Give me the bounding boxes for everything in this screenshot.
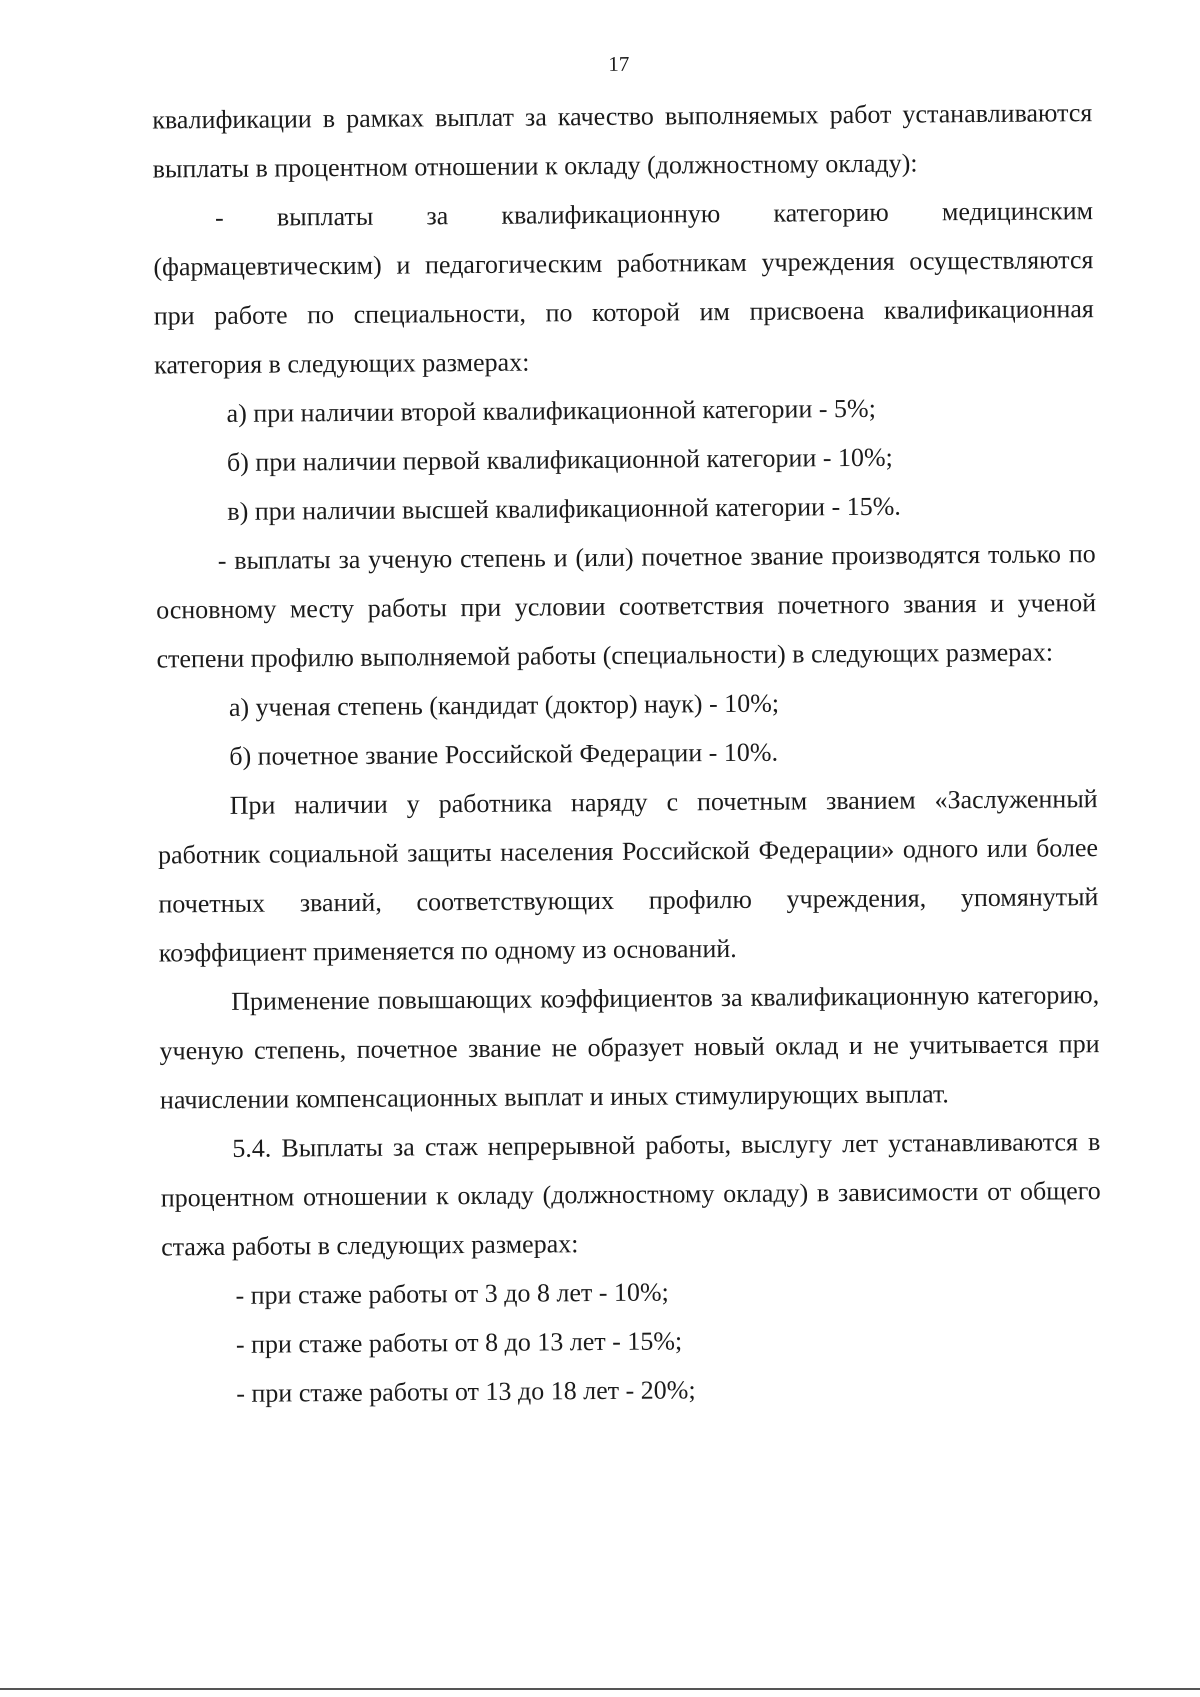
paragraph-qualification-intro: квалификации в рамках выплат за качество выполняемых работ устанавливаются выплаты в процентном отношении к окладу (должностному окладу): bbox=[152, 98, 1093, 184]
list-item-experience-13-18: - при стаже работы от 13 до 18 лет - 20%; bbox=[236, 1375, 696, 1408]
paragraph-coefficients: Применение повышающих коэффициентов за квалификационную категорию, ученую степень, почетное звание не образует новый оклад и не учитывается при начислении компенсационных выплат и иных стимулирующих выплат. bbox=[159, 980, 1100, 1115]
bottom-scan-edge bbox=[0, 1688, 1200, 1690]
list-item-academic-degree: а) ученая степень (кандидат (доктор) наук) - 10%; bbox=[228, 688, 780, 722]
paragraph-degree-payments: - выплаты за ученую степень и (или) почетное звание производятся только по основному месту работы при условии соответствия почетного звания и ученой степени профилю выполняемой работы (специальности) в следующих размерах: bbox=[156, 539, 1097, 674]
paragraph-category-payments: - выплаты за квалификационную категорию медицинским (фармацевтическим) и педагогическим работникам учреждения осуществляются при работе по специальности, по которой им присвоена квалификационная категория в следующих размерах: bbox=[153, 196, 1094, 380]
paragraph-section-5-4: 5.4. Выплаты за стаж непрерывной работы, выслугу лет устанавливаются в процентном отношении к окладу (должностному окладу) в зависимости от общего стажа работы в следующих размерах: bbox=[160, 1127, 1101, 1262]
list-item-experience-8-13: - при стаже работы от 8 до 13 лет - 15%; bbox=[235, 1326, 683, 1359]
list-item-honorary-title: б) почетное звание Российской Федерации - 10%. bbox=[229, 737, 779, 771]
document-body bbox=[152, 88, 1102, 1418]
page-number: 17 bbox=[608, 51, 630, 76]
list-item-second-category: а) при наличии второй квалификационной категории - 5%; bbox=[226, 393, 876, 428]
paragraph-multiple-titles: При наличии у работника наряду с почетным званием «Заслуженный работник социальной защиты населения Российской Федерации» одного или более почетных званий, соответствующих профилю учреждения, упомянутый коэффициент применяется по одному из оснований. bbox=[157, 784, 1099, 968]
list-item-highest-category: в) при наличии высшей квалификационной категории - 15%. bbox=[227, 491, 901, 526]
list-item-experience-3-8: - при стаже работы от 3 до 8 лет - 10%; bbox=[235, 1277, 669, 1310]
list-item-first-category: б) при наличии первой квалификационной категории - 10%; bbox=[226, 442, 893, 477]
